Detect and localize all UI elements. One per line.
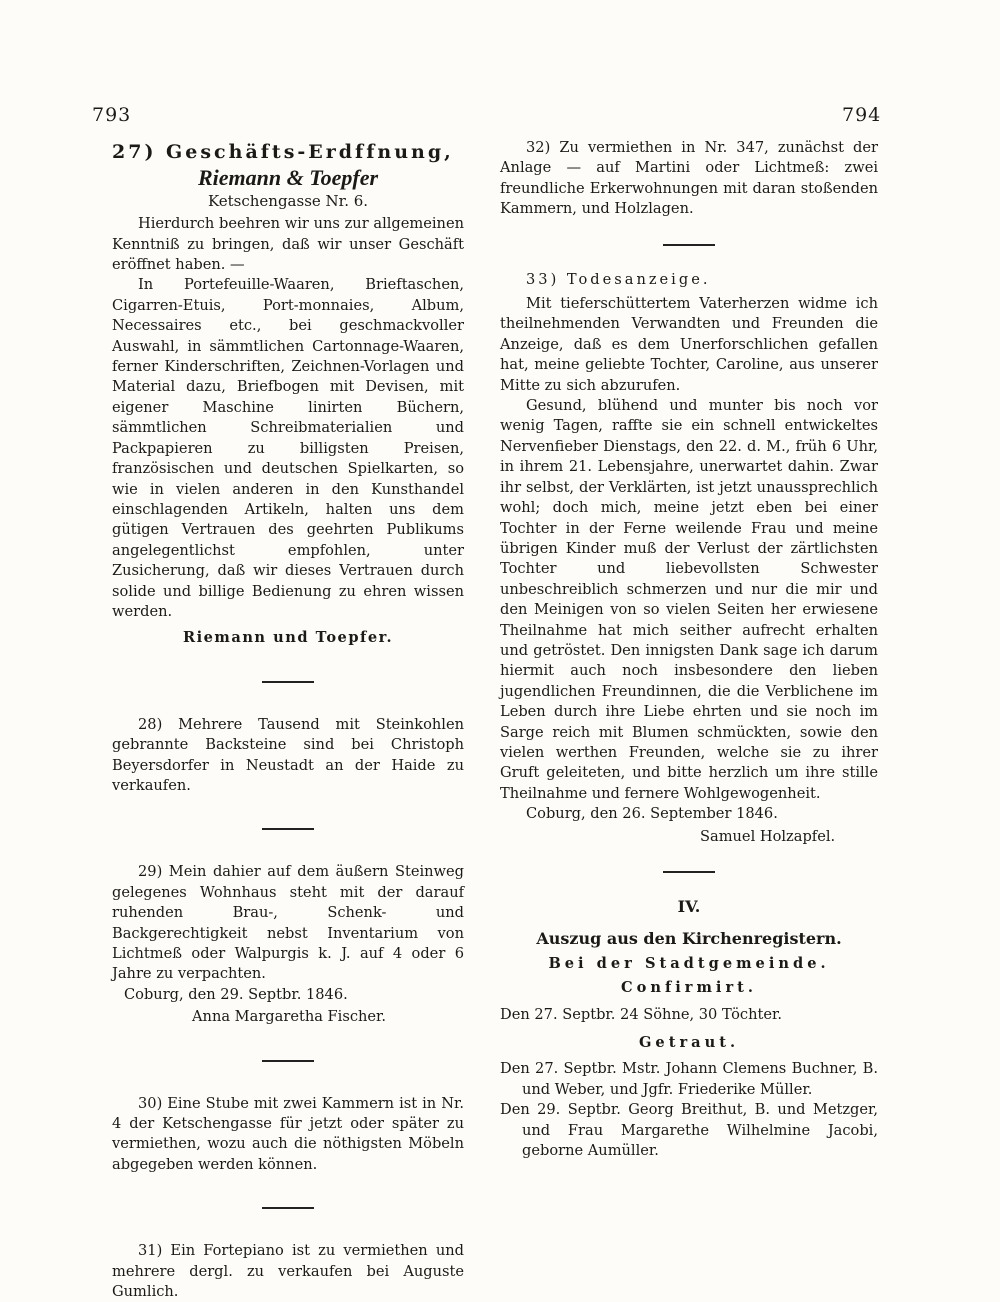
divider-rule — [262, 1060, 314, 1062]
divider-rule — [663, 871, 715, 873]
notice-33-paragraph-1: Mit tieferschüttertem Vaterherzen widme ich theilnehmenden Verwandten und Freunden die Anzeige, daß es dem Unerforschlichen gefallen hat, meine geliebte Tochter, Caroline, aus unserer Mitte zu sich abzurufen. — [500, 295, 878, 394]
notice-27 — [112, 142, 464, 649]
notice-30: 30) Eine Stube mit zwei Kammern ist in Nr. 4 der Ketschengasse für jetzt oder später zu vermiethen, wozu auch die nöthigsten Möbeln abgegeben werden können. — [112, 1094, 464, 1173]
parish-heading: Bei der Stadtgemeinde. — [548, 954, 830, 972]
marriage-entry: Den 29. Septbr. Georg Breithut, B. und Metzger, und Frau Margarethe Wilhelmine Jacobi, geborne Aumüller. — [500, 1101, 878, 1160]
divider-rule — [663, 244, 715, 246]
confirmed-entry: Den 27. Septbr. 24 Söhne, 30 Töchter. — [500, 1005, 783, 1023]
section-number: IV. — [677, 897, 701, 916]
divider-rule — [262, 681, 314, 683]
notice-32: 32) Zu vermiethen in Nr. 347, zunächst der Anlage — auf Martini oder Lichtmeß: zwei freundliche Erkerwohnungen mit daran stoßenden Kammern, und Holzlagen. — [500, 139, 878, 218]
notice-31: 31) Ein Fortepiano ist zu vermiethen und mehrere dergl. zu verkaufen bei Auguste Gumlich. — [112, 1242, 464, 1301]
notice-29-text: 29) Mein dahier auf dem äußern Steinweg gelegenes Wohnhaus steht mit der darauf ruhenden Brau-, Schenk- und Backgerechtigkeit nebst Inventarium von Lichtmeß oder Walpurgis k. J. auf 4 oder 6 Jahre zu verpachten. — [112, 863, 464, 983]
confirmed-heading: Confirmirt. — [621, 979, 757, 997]
divider-rule — [262, 1207, 314, 1209]
notice-29-place-date: Coburg, den 29. Septbr. 1846. — [124, 985, 348, 1003]
notice-33-paragraph-2: Gesund, blühend und munter bis noch vor wenig Tagen, raffte sie ein schnell entwickeltes Nervenfieber Dienstags, den 22. d. M., früh 6 Uhr, in ihrem 21. Lebensjahre, unerwartet dahin. Zwar ihr selbst, der Verklärten, ist jetzt unaussprechlich wohl; doch mich, meine jetzt eben bei einer Tochter in der Ferne weilende Frau und meine übrigen Kinder muß der Verlust der zärtlichsten Tochter und liebevollsten Schwester unbeschreiblich schmerzen und nur die mir und den Meinigen von so vielen Seiten her erwiesene Theilnahme hat mich seither aufrecht erhalten und getröstet. Den innigsten Dank sage ich darum hiermit auch noch insbesondere den lieben jugendlichen Freundinnen, die die Verblichene im Leben durch ihre Liebe ehrten und sie noch im Sarge reich mit Blumen schmückten, sowie den vielen werthen Freunden, welche sie zu ihrer Gruft geleiteten, und bitte herzlich um ihre stille Theilnahme und fernere Wohlgewogenheit. — [500, 397, 878, 802]
notice-33-heading: 33) Todesanzeige. — [526, 270, 711, 288]
notice-33-signature: Samuel Holzapfel. — [700, 827, 836, 845]
notice-27-firm-name: Riemann & Toepfer — [197, 165, 379, 191]
notice-29 — [112, 862, 464, 1027]
notice-33-place-date: Coburg, den 26. September 1846. — [526, 805, 778, 823]
marriage-entry: Den 27. Septbr. Mstr. Johann Clemens Buchner, B. und Weber, und Jgfr. Friederike Müller. — [500, 1060, 878, 1098]
notice-27-address: Ketschengasse Nr. 6. — [207, 191, 369, 210]
page-number-left: 793 — [92, 104, 132, 126]
notice-27-heading: 27) Geschäfts-Erdffnung, — [112, 141, 454, 163]
notice-27-intro: Hierdurch beehren wir uns zur allgemeinen Kenntniß zu bringen, daß wir unser Geschäft eröffnet haben. — — [112, 215, 464, 274]
page-number-right: 794 — [842, 104, 882, 126]
church-register-section — [500, 897, 878, 1161]
left-column — [112, 138, 464, 1302]
notice-33 — [500, 270, 878, 847]
married-heading: Getraut. — [638, 1034, 740, 1052]
right-column — [500, 138, 878, 1161]
divider-rule — [262, 828, 314, 830]
notice-27-signature: Riemann und Toepfer. — [182, 629, 394, 647]
notice-29-signature: Anna Margaretha Fischer. — [192, 1008, 387, 1026]
notice-28: 28) Mehrere Tausend mit Steinkohlen gebrannte Backsteine sind bei Christoph Beyersdorfer in Neustadt an der Haide zu verkaufen. — [112, 715, 464, 794]
notice-27-body: In Portefeuille-Waaren, Brieftaschen, Cigarren-Etuis, Port-monnaies, Album, Necessaires etc., bei geschmackvoller Auswahl, in sämmtlichen Cartonnage-Waaren, ferner Kinderschriften, Zeichnen-Vorlagen und Material dazu, Briefbogen mit Devisen, mit eigener Maschine linirten Büchern, sämmtlichen Schreibmaterialien und Packpapieren zu billigsten Preisen, französischen und deutschen Spielkarten, so wie in vielen anderen in den Kunsthandel einschlagenden Artikeln, halten uns dem gütigen Vertrauen des geehrten Publikums angelegentlichst empfohlen, unter Zusicherung, daß wir dieses Vertrauen durch solide und billige Bedienung zu ehren wissen werden. — [112, 276, 464, 620]
section-title: Auszug aus den Kirchenregistern. — [536, 929, 842, 949]
